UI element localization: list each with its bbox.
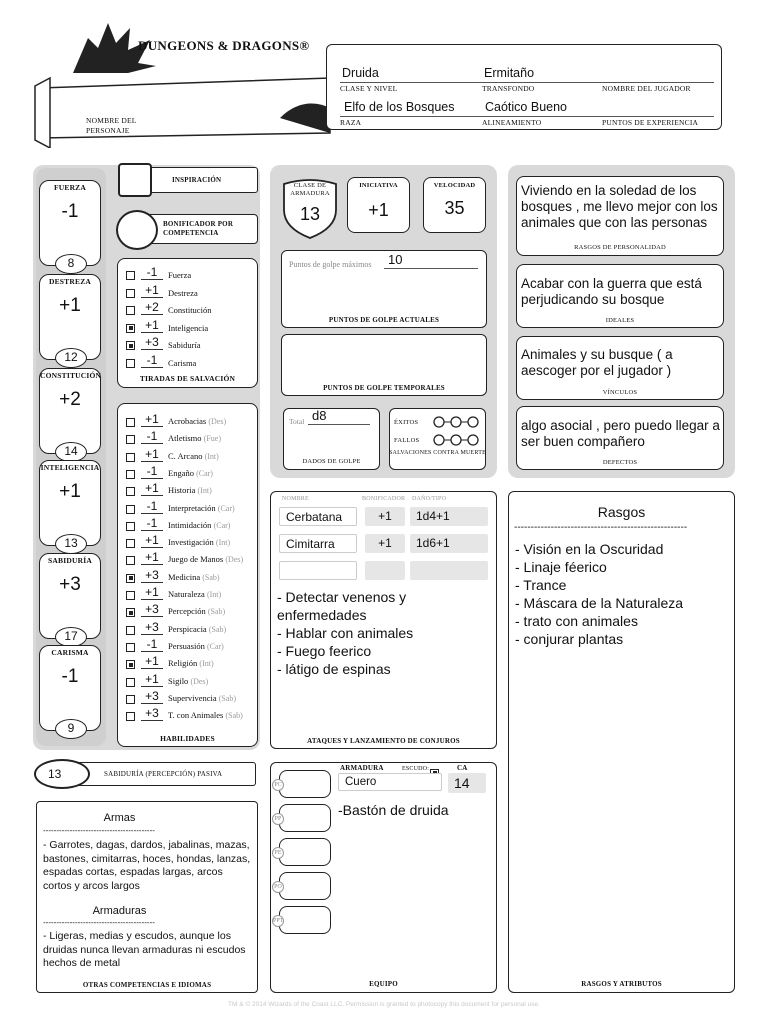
saving-throw-row[interactable]: [126, 351, 196, 368]
attack-damage[interactable]: 1d4+1: [410, 507, 488, 526]
skill-row[interactable]: [126, 427, 221, 444]
saving-throw-checkbox[interactable]: [126, 289, 135, 298]
class-level-label: CLASE Y NIVEL: [340, 84, 398, 93]
skill-row[interactable]: [126, 445, 219, 462]
ability-name: SABIDURÍA: [48, 556, 92, 565]
ability-box: [39, 274, 101, 364]
armor-class-value[interactable]: 13: [299, 204, 321, 224]
attacks-col-name: NOMBRE: [282, 496, 309, 502]
skill-value: +3: [141, 707, 163, 721]
saving-throw-label: Sabiduría: [168, 340, 201, 350]
equipment-items[interactable]: -Bastón de druida: [338, 802, 449, 818]
skill-row[interactable]: [126, 410, 226, 427]
weapons-divider: ------------------------------------------: [43, 826, 155, 835]
flaws-text[interactable]: algo asocial , pero puedo llegar a ser buen compañero: [521, 418, 720, 449]
ability-box: [39, 180, 101, 270]
skill-label: [168, 485, 212, 496]
feature-item: - conjurar plantas: [515, 631, 624, 647]
ability-score[interactable]: 17: [55, 627, 87, 647]
skill-name: Medicina: [168, 571, 201, 582]
skill-checkbox[interactable]: [126, 522, 135, 531]
logo-text: DUNGEONS & DRAGONS®: [138, 38, 310, 53]
armor-text: - Ligeras, medias y escudos, aunque los druidas nunca llevan armaduras ni escudos hechos de metal: [43, 930, 246, 969]
attack-bonus[interactable]: +1: [365, 534, 405, 553]
passive-perception-value: 13: [48, 767, 62, 781]
skill-label: [168, 451, 219, 462]
armor-divider: ------------------------------------------: [43, 918, 155, 927]
saving-throws-box: [117, 258, 258, 388]
skills-box: [117, 403, 258, 747]
ability-modifier[interactable]: +3: [59, 574, 81, 595]
saving-throw-label: Constitución: [168, 305, 212, 315]
saving-throw-row[interactable]: [126, 263, 191, 280]
coin-label: PPT: [272, 915, 284, 927]
saving-throw-checkbox[interactable]: [126, 271, 135, 280]
skill-label: [168, 641, 224, 652]
skill-name: Perspicacia: [168, 623, 207, 634]
saving-throw-value: -1: [141, 266, 163, 280]
ability-box: [39, 460, 101, 550]
saving-throw-row[interactable]: [126, 281, 198, 298]
coin-box[interactable]: [273, 906, 331, 934]
skill-attribute: (Sab): [225, 711, 243, 721]
character-name-label: NOMBRE DEL PERSONAJE: [86, 116, 137, 135]
skill-attribute: (Sab): [208, 624, 227, 634]
skill-attribute: (Des): [225, 555, 244, 565]
speed-value[interactable]: 35: [444, 198, 465, 218]
skill-row[interactable]: [126, 600, 225, 617]
attacks-title: ATAQUES Y LANZAMIENTO DE CONJUROS: [307, 737, 460, 745]
skill-row[interactable]: [126, 548, 243, 565]
skill-checkbox[interactable]: [126, 539, 135, 548]
ability-score[interactable]: 8: [55, 254, 87, 274]
ability-name: CARISMA: [51, 648, 89, 657]
skill-name: Juego de Manos: [168, 554, 224, 565]
skill-label: [168, 710, 243, 721]
skill-checkbox[interactable]: [126, 695, 135, 704]
skill-label: [168, 606, 225, 617]
hp-max-label: Puntos de golpe máximos: [289, 260, 372, 269]
skill-attribute: (Int): [204, 451, 219, 461]
skill-row[interactable]: [126, 531, 230, 548]
skill-label: [168, 572, 220, 583]
saving-throw-checkbox[interactable]: [126, 359, 135, 368]
skill-value: +1: [141, 673, 163, 687]
skill-name: Investigación: [168, 537, 214, 548]
player-name-label: NOMBRE DEL JUGADOR: [602, 84, 691, 93]
passive-perception-label: SABIDURÍA (PERCEPCIÓN) PASIVA: [104, 770, 223, 778]
coin-box[interactable]: [274, 770, 331, 798]
skill-checkbox[interactable]: [126, 643, 135, 652]
skill-row[interactable]: [126, 583, 221, 600]
hp-max-value[interactable]: 10: [388, 252, 403, 267]
coin-label: PP: [272, 813, 284, 825]
ability-name: CONSTITUCIÓN: [40, 371, 102, 380]
skill-row[interactable]: [126, 652, 214, 669]
initiative-value[interactable]: +1: [368, 200, 389, 220]
feature-item: - Trance: [515, 577, 567, 593]
skill-attribute: (Sab): [207, 607, 226, 617]
attack-note: - látigo de espinas: [277, 661, 391, 677]
saving-throw-row[interactable]: [126, 316, 208, 333]
ability-modifier[interactable]: -1: [61, 666, 79, 687]
ability-modifier[interactable]: +2: [59, 389, 81, 410]
ability-name: FUERZA: [53, 183, 87, 192]
skill-label: [168, 503, 235, 514]
skill-label: [168, 676, 208, 687]
skill-attribute: (Sab): [218, 693, 237, 703]
armor-heading: Armaduras: [92, 905, 147, 917]
skill-value: -1: [141, 430, 163, 444]
skill-value: +3: [141, 621, 163, 635]
saving-throw-checkbox[interactable]: [126, 341, 135, 350]
armor-class-label: CLASE DE ARMADURA: [290, 182, 330, 197]
skill-checkbox[interactable]: [126, 556, 135, 565]
hit-dice-label: DADOS DE GOLPE: [302, 458, 361, 465]
skills-title: HABILIDADES: [160, 734, 215, 743]
alignment-value[interactable]: Caótico Bueno: [485, 100, 568, 114]
background-label: TRANSFONDO: [482, 84, 535, 93]
hp-current-label: PUNTOS DE GOLPE ACTUALES: [328, 316, 440, 324]
background-value[interactable]: Ermitaño: [484, 66, 535, 80]
features-divider: ----------------------------------------------------: [514, 522, 688, 533]
skill-value: +3: [141, 603, 163, 617]
skill-attribute: (Sab): [202, 572, 220, 582]
skill-checkbox[interactable]: [126, 660, 135, 669]
skill-checkbox[interactable]: [126, 712, 135, 721]
skill-name: Interpretación: [168, 502, 216, 513]
skill-value: -1: [141, 517, 163, 531]
skill-checkbox[interactable]: [126, 453, 135, 462]
death-saves-label: SALVACIONES CONTRA MUERTE: [389, 450, 486, 456]
attack-damage[interactable]: 1d6+1: [410, 534, 488, 553]
saving-throw-value: +1: [141, 319, 163, 333]
skill-value: -1: [141, 638, 163, 652]
ability-score[interactable]: 9: [55, 719, 87, 739]
skill-attribute: (Int): [199, 659, 214, 669]
saving-throw-row[interactable]: [126, 298, 211, 315]
alignment-label: ALINEAMIENTO: [482, 118, 542, 127]
hit-dice-total-value[interactable]: d8: [312, 408, 327, 423]
skill-label: [168, 693, 236, 704]
flaws-label: DEFECTOS: [602, 459, 638, 466]
skill-value: +1: [141, 551, 163, 565]
skill-name: Engaño: [168, 467, 194, 478]
skill-value: -1: [141, 500, 163, 514]
weapons-heading: Armas: [103, 812, 136, 824]
skill-label: [168, 416, 226, 427]
skill-checkbox[interactable]: [126, 678, 135, 687]
saving-throw-value: +3: [141, 336, 163, 350]
other-proficiencies-title: OTRAS COMPETENCIAS E IDIOMAS: [82, 981, 212, 989]
armor-value[interactable]: Cuero: [338, 773, 442, 791]
name-scroll: [30, 58, 340, 148]
skill-label: [168, 468, 213, 479]
ideals-label: IDEALES: [605, 317, 635, 324]
skill-row[interactable]: [126, 462, 213, 479]
skill-row[interactable]: [126, 687, 236, 704]
traits-text[interactable]: Viviendo en la soledad de los bosques , me llevo mejor con los animales que con las personas: [521, 183, 718, 230]
skill-name: Religión: [168, 658, 198, 669]
skill-label: [168, 433, 221, 444]
skill-checkbox[interactable]: [126, 470, 135, 479]
traits-label: RASGOS DE PERSONALIDAD: [574, 244, 666, 251]
skill-attribute: (Car): [217, 503, 235, 513]
coin-box[interactable]: [274, 838, 331, 866]
death-saves-successes-label: ÉXITOS: [394, 419, 419, 426]
ability-score[interactable]: 14: [55, 442, 87, 462]
attack-note: - Fuego feerico: [277, 643, 372, 659]
skill-name: Historia: [168, 485, 196, 496]
skill-label: [168, 554, 243, 565]
skill-checkbox[interactable]: [126, 418, 135, 427]
skill-name: Atletismo: [168, 433, 202, 444]
ability-modifier[interactable]: +1: [59, 295, 81, 316]
proficiency-circle[interactable]: [116, 210, 158, 250]
feature-item: - Visión en la Oscuridad: [515, 541, 664, 557]
attacks-col-bonus: BONIFICADOR: [362, 496, 406, 502]
attack-name[interactable]: Cerbatana: [279, 507, 357, 526]
saving-throw-value: +2: [141, 301, 163, 315]
ability-box: [39, 368, 102, 458]
feature-item: - Máscara de la Naturaleza: [515, 595, 684, 611]
skill-checkbox[interactable]: [126, 626, 135, 635]
weapons-text: - Garrotes, dagas, dardos, jabalinas, mazas, bastones, cimitarras, hoces, hondas, lanzas, espadas cortas, espadas largas, arcos cortos y arcos largos: [43, 839, 251, 892]
attack-name[interactable]: Cimitarra: [279, 534, 357, 553]
saving-throw-label: Inteligencia: [168, 322, 209, 333]
attack-note: - Detectar venenos y enfermedades: [277, 589, 407, 623]
skill-attribute: (Int): [215, 538, 231, 548]
skill-attribute: (Car): [206, 641, 224, 651]
skill-name: Supervivencia: [168, 692, 217, 703]
skill-name: C. Arcano: [168, 450, 203, 461]
other-proficiencies-box: [36, 801, 258, 993]
skill-label: [168, 589, 221, 600]
death-saves-failures-label: FALLOS: [394, 437, 420, 444]
initiative-label: INICIATIVA: [359, 182, 398, 189]
features-list: [515, 540, 729, 648]
coin-box[interactable]: [274, 872, 331, 900]
skill-value: -1: [141, 465, 163, 479]
feature-item: - Linaje féerico: [515, 559, 607, 575]
footer-copyright: TM & © 2014 Wizards of the Coast LLC. Permission is granted to photocopy this document for personal use.: [228, 1001, 540, 1008]
skill-label: [168, 537, 230, 548]
attack-bonus[interactable]: +1: [365, 507, 405, 526]
attack-notes: [277, 588, 492, 678]
ability-name: INTELIGENCIA: [40, 463, 100, 472]
race-value[interactable]: Elfo de los Bosques: [344, 100, 455, 114]
skill-row[interactable]: [126, 479, 212, 496]
skill-checkbox[interactable]: [126, 591, 135, 600]
skill-attribute: (Des): [190, 676, 209, 686]
skill-name: Intimidación: [168, 519, 212, 530]
skill-value: +1: [141, 448, 163, 462]
saving-throw-label: Carisma: [168, 357, 197, 368]
skill-checkbox[interactable]: [126, 608, 135, 617]
features-title: RASGOS Y ATRIBUTOS: [581, 980, 662, 988]
feature-item: - trato con animales: [515, 613, 638, 629]
ca-label: CA: [457, 764, 468, 772]
skill-value: +1: [141, 586, 163, 600]
ideals-text[interactable]: Acabar con la guerra que está perjudicando su bosque: [521, 276, 702, 307]
attacks-col-damage: DAÑO/TIPO: [412, 496, 447, 502]
skill-value: +1: [141, 655, 163, 669]
saving-throw-label: Destreza: [168, 287, 198, 298]
skill-value: +1: [141, 482, 163, 496]
skill-value: +3: [141, 569, 163, 583]
attack-note: - Hablar con animales: [277, 625, 414, 641]
coin-label: PO: [272, 881, 284, 893]
skill-label: [168, 520, 230, 531]
saving-throw-label: Fuerza: [168, 270, 192, 280]
saving-throw-checkbox[interactable]: [126, 324, 135, 333]
ability-modifier[interactable]: +1: [59, 481, 81, 502]
shield-label: ESCUDO:: [402, 766, 430, 772]
skill-row[interactable]: [126, 618, 226, 635]
inspiration-checkbox[interactable]: [118, 163, 152, 197]
death-saves-failures-circles[interactable]: [432, 433, 480, 447]
header: [30, 18, 730, 148]
class-level-value[interactable]: Druida: [342, 66, 379, 80]
ability-name: DESTREZA: [48, 277, 92, 286]
speed-label: VELOCIDAD: [433, 182, 476, 189]
skill-row[interactable]: [126, 704, 243, 721]
saving-throws-title: TIRADAS DE SALVACIÓN: [139, 374, 236, 383]
skill-value: +1: [141, 413, 163, 427]
saving-throw-checkbox[interactable]: [126, 306, 135, 315]
race-label: RAZA: [340, 118, 362, 127]
ability-box: [39, 645, 101, 735]
inspiration-label: INSPIRACIÓN: [172, 176, 222, 184]
skill-attribute: (Fue): [203, 434, 221, 444]
ability-score[interactable]: 13: [55, 534, 87, 554]
ability-modifier[interactable]: -1: [61, 201, 79, 222]
skill-checkbox[interactable]: [126, 435, 135, 444]
skill-row[interactable]: [126, 514, 230, 531]
skill-label: [168, 658, 214, 669]
skill-row[interactable]: [126, 497, 235, 514]
coin-label: PC: [272, 779, 284, 791]
saving-throw-value: -1: [141, 354, 163, 368]
skill-attribute: (Int): [197, 486, 212, 496]
hit-dice-total-label: Total: [289, 417, 305, 426]
armor-label: ARMADURA: [340, 764, 384, 772]
bonds-text[interactable]: Animales y su busque ( a aescoger por el jugador ): [521, 347, 673, 378]
skill-checkbox[interactable]: [126, 574, 135, 583]
skill-attribute: (Des): [208, 417, 227, 426]
ability-score[interactable]: 12: [55, 348, 87, 368]
saving-throw-value: +1: [141, 284, 163, 298]
skill-row[interactable]: [126, 566, 220, 583]
death-saves-successes-circles[interactable]: [432, 415, 480, 429]
skill-name: Persuasión: [168, 640, 205, 651]
skill-name: T. con Animales: [168, 710, 224, 721]
skill-attribute: (Int): [206, 590, 222, 599]
coin-label: PE: [272, 847, 284, 859]
features-heading: Rasgos: [597, 504, 646, 520]
saving-throw-row[interactable]: [126, 333, 201, 350]
skill-name: Naturaleza: [168, 589, 205, 599]
skill-checkbox[interactable]: [126, 487, 135, 496]
skill-label: [168, 624, 226, 635]
skill-value: +1: [141, 534, 163, 548]
bonds-label: VÍNCULOS: [602, 389, 638, 396]
skill-row[interactable]: [126, 635, 224, 652]
skill-row[interactable]: [126, 670, 208, 687]
skill-attribute: (Car): [213, 520, 231, 530]
skill-attribute: (Car): [196, 468, 213, 478]
equipment-title: EQUIPO: [369, 980, 398, 988]
coin-box[interactable]: [274, 804, 331, 832]
hp-temp-label: PUNTOS DE GOLPE TEMPORALES: [323, 384, 445, 392]
skill-name: Percepción: [168, 606, 206, 617]
skill-name: Acrobacias: [168, 416, 207, 426]
skill-checkbox[interactable]: [126, 505, 135, 514]
xp-label: PUNTOS DE EXPERIENCIA: [602, 118, 699, 127]
skill-value: +3: [141, 690, 163, 704]
ability-box: [39, 553, 101, 643]
ca-value[interactable]: 14: [448, 773, 486, 793]
passive-perception-circle[interactable]: [34, 759, 90, 789]
skill-name: Sigilo: [168, 675, 189, 686]
proficiency-label: BONIFICADOR POR COMPETENCIA: [163, 220, 234, 237]
